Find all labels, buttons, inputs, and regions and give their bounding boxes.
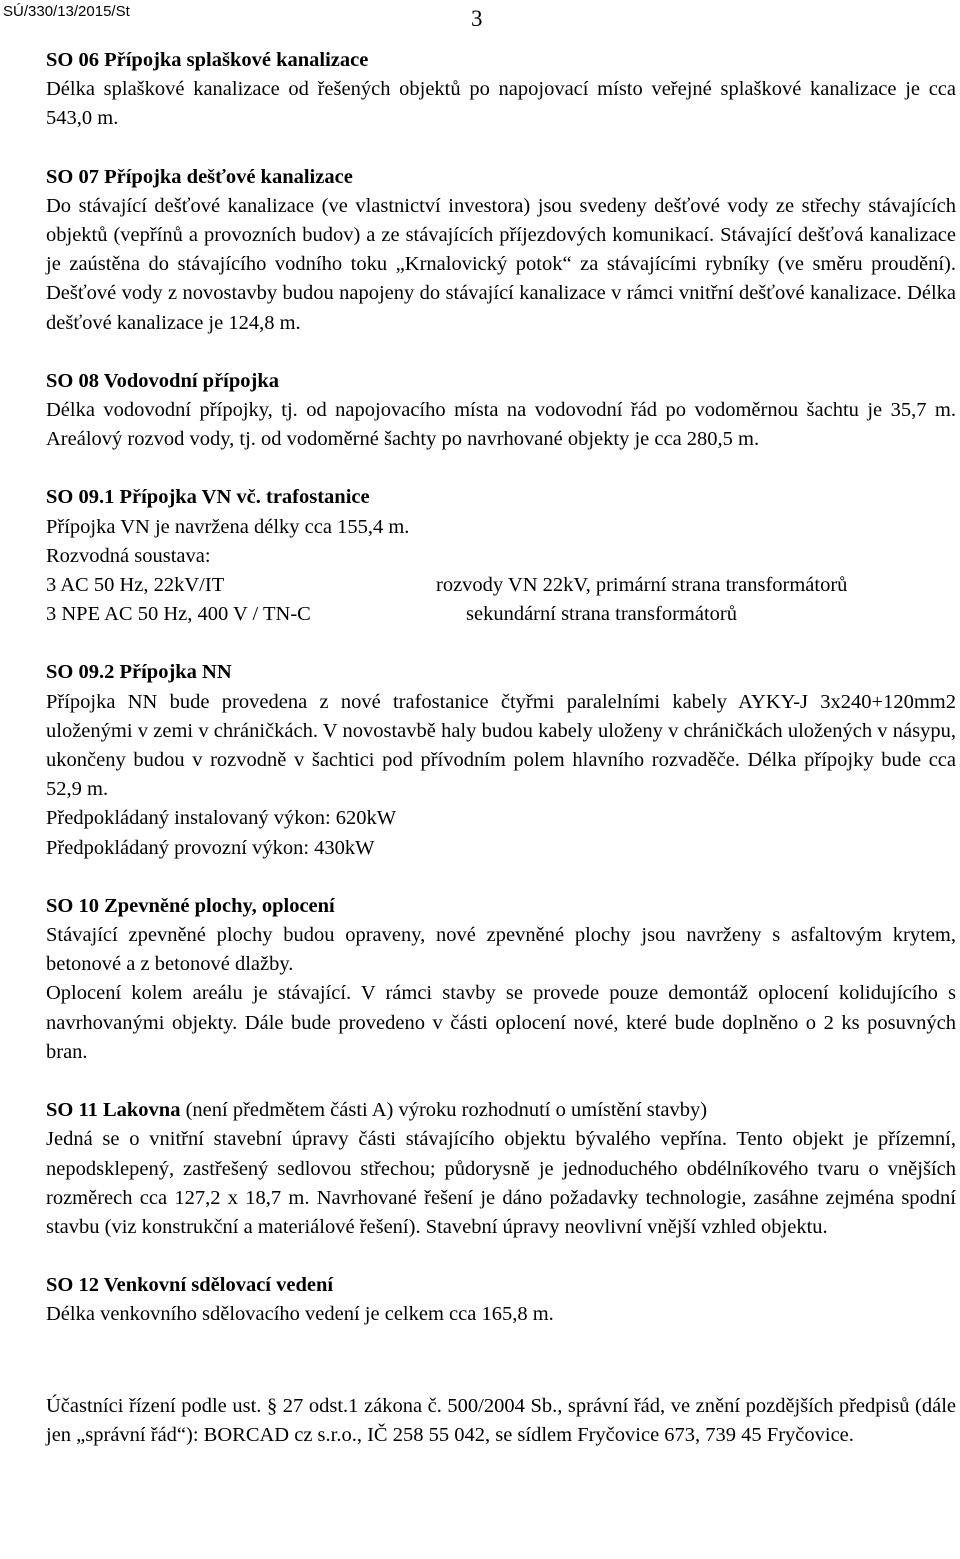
participants-section [46,1392,956,1450]
section-so12 [46,1271,956,1329]
section-so11 [46,1096,956,1242]
section-so10 [46,892,956,1067]
section-title-line [46,1096,956,1125]
table-cell: rozvody VN 22kV, primární strana transformátorů [436,574,848,597]
section-title: SO 08 Vodovodní přípojka [46,369,279,392]
distribution-system-table [46,571,956,629]
section-text: Délka venkovního sdělovacího vedení je celkem cca 165,8 m. [46,1303,554,1326]
table-row [46,600,956,629]
section-text: Přípojka NN bude provedena z nové trafostanice čtyřmi paralelními kabely AYKY-J 3x240+120mm2 uloženými v zemi v chráničkách. V novostavbě haly budou kabely uloženy v chráničkách uložených v násypu, ukončeny budou v rozvodně v šachtici pod přívodním polem hlavního rozvaděče. Délka přípojky bude cca 52,9 m. [46,690,956,801]
section-text: Délka splaškové kanalizace od řešených objektů po napojovací místo veřejné splaškové kanalizace je cca 543,0 m. [46,78,956,130]
section-title: SO 07 Přípojka dešťové kanalizace [46,165,353,188]
participants-text: Účastníci řízení podle ust. § 27 odst.1 zákona č. 500/2004 Sb., správní řád, ve znění pozdějších předpisů (dále jen „správní řád“): BORCAD cz s.r.o., IČ 258 55 042, se sídlem Fryčovice 673, 739 45 Fryčovice. [46,1394,956,1446]
section-title: SO 09.2 Přípojka NN [46,661,232,684]
section-so092 [46,658,956,862]
section-so07 [46,163,956,338]
section-title: SO 09.1 Přípojka VN vč. trafostanice [46,486,370,509]
section-text: Stávající zpevněné plochy budou opraveny, nové zpevněné plochy jsou navrženy s asfaltovým krytem, betonové a z betonové dlažby. [46,924,956,976]
table-cell: 3 NPE AC 50 Hz, 400 V / TN-C [46,603,311,626]
section-title: SO 10 Zpevněné plochy, oplocení [46,894,335,917]
section-text: Oplocení kolem areálu je stávající. V rámci stavby se provede pouze demontáž oplocení kolidujícího s navrhovanými objekty. Dále bude provedeno v části oplocení nové, které bude doplněno o 2 ks posuvných bran. [46,982,956,1063]
section-so08 [46,367,956,455]
section-title: SO 11 Lakovna [46,1099,181,1122]
document-reference: SÚ/330/13/2015/St [3,3,130,20]
section-line: Předpokládaný provozní výkon: 430kW [46,836,375,859]
section-so06 [46,46,956,134]
page-number: 3 [471,6,483,31]
section-title-note: (není předmětem části A) výroku rozhodnutí o umístění stavby) [180,1099,708,1122]
section-line: Přípojka VN je navržena délky cca 155,4 m. [46,515,410,538]
section-text: Jedná se o vnitřní stavební úpravy části stávajícího objektu bývalého vepřína. Tento objekt je přízemní, nepodsklepený, zastřešený sedlovou střechou; půdorysně je jednoduchého obdélníkového tvaru o vnějších rozměrech cca 127,2 x 18,7 m. Navrhované řešení je dáno požadavky technologie, zasáhne zejména spodní stavbu (viz konstrukční a materiálové řešení). Stavební úpravy neovlivní vnější vzhled objektu. [46,1128,956,1238]
section-line: Rozvodná soustava: [46,544,211,567]
section-line: Předpokládaný instalovaný výkon: 620kW [46,807,397,830]
table-cell: sekundární strana transformátorů [466,603,737,626]
section-text: Délka vodovodní přípojky, tj. od napojovacího místa na vodovodní řád po vodoměrnou šachtu je 35,7 m. Areálový rozvod vody, tj. od vodoměrné šachty po navrhované objekty je cca 280,5 m. [46,399,956,451]
section-so091 [46,483,956,629]
table-cell: 3 AC 50 Hz, 22kV/IT [46,574,225,597]
section-title: SO 12 Venkovní sdělovací vedení [46,1274,334,1297]
section-text: Do stávající dešťové kanalizace (ve vlastnictví investora) jsou svedeny dešťové vody ze střechy stávajících objektů (vepřínů a provozních budov) a ze stávajících příjezdových komunikací. Stávající dešťová kanalizace je zaústěna do stávajícího vodního toku „Krnalovický potok“ za stávajícími rybníky (ve směru proudění). Dešťové vody z novostavby budou napojeny do stávající kanalizace v rámci vnitřní dešťové kanalizace. Délka dešťové kanalizace je 124,8 m. [46,194,956,334]
table-row [46,571,956,600]
document-body [46,46,956,1450]
section-title: SO 06 Přípojka splaškové kanalizace [46,49,369,71]
